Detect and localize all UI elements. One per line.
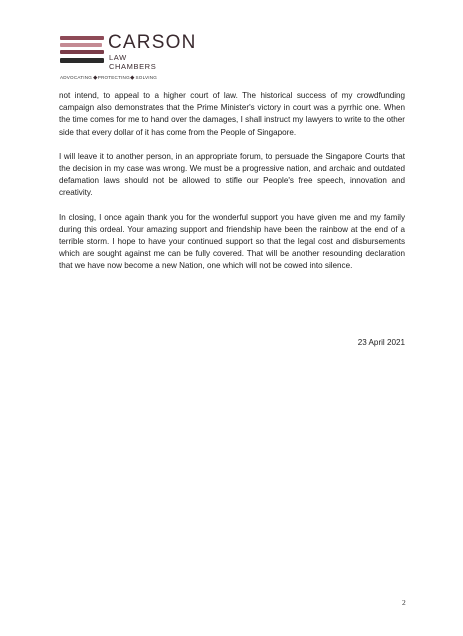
logo-bar-3 — [60, 50, 104, 54]
tagline-advocating: ADVOCATING — [60, 75, 93, 80]
logo-bar-2 — [60, 43, 102, 47]
paragraph: not intend, to appeal to a higher court of law. The historical success of my crowdfunding campaign also demonstrates that the Prime Minister's victory in court was a pyrrhic one. When the time comes for me to hand over the damages, I shall instruct my lawyers to write to the other side that every dollar of it has come from the People of Singapore. — [59, 91, 405, 137]
letterhead — [60, 33, 280, 83]
paragraph: I will leave it to another person, in an appropriate forum, to persuade the Singapore Courts that the decision in my case was wrong. We must be a progressive nation, and archaic and outdated defamation laws should not be allowed to stifle our People's free speech, innovation and creativity. — [59, 151, 405, 198]
brand-sub-chambers: CHAMBERS — [109, 62, 157, 71]
logo-bar-1 — [60, 36, 104, 40]
brand-sub-law: LAW — [109, 53, 127, 62]
page-number: 2 — [402, 598, 406, 607]
letter-date: 23 April 2021 — [357, 338, 405, 347]
diamond-icon — [93, 75, 97, 79]
letter-body — [59, 90, 405, 285]
tagline — [60, 75, 157, 80]
logo-icon — [60, 36, 104, 70]
tagline-solving: SOLVING — [135, 75, 158, 80]
logo-bar-4 — [60, 58, 104, 63]
diamond-icon — [131, 75, 135, 79]
brand-name: CARSON — [108, 32, 197, 53]
paragraph: In closing, I once again thank you for the wonderful support you have given me and my family during this ordeal. Your amazing support and friendship have been the rainbow at the end of a terrible storm. I hope to have your continued support so that the legal cost and disbursements which are sought against me can be fully covered. That will be another resounding declaration that we have now become a new Nation, one which will not be cowed into silence. — [59, 212, 405, 271]
tagline-protecting: PROTECTING — [97, 75, 130, 80]
